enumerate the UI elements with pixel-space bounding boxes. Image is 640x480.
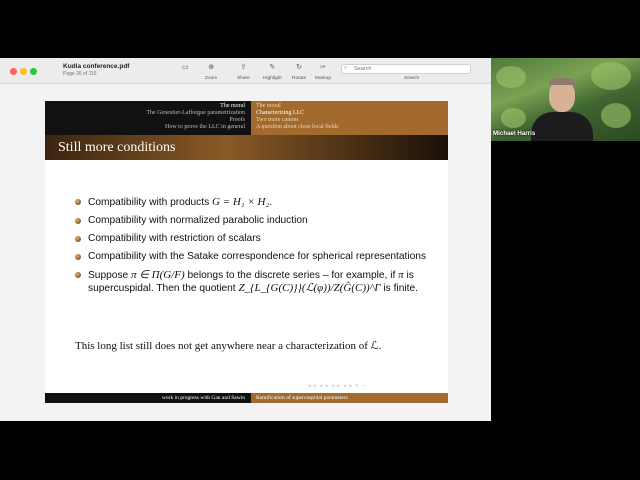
markup-button[interactable] bbox=[315, 63, 331, 81]
list-item-text: Compatibility with restriction of scalars bbox=[88, 233, 261, 244]
list-item-math: π ∈ Π(G/F) bbox=[131, 269, 185, 281]
zoom-button[interactable] bbox=[205, 63, 217, 81]
participant-name: Michael Harris bbox=[493, 130, 536, 137]
search-label: Search bbox=[404, 76, 420, 81]
list-item-text: belongs to the discrete series – for example, if bbox=[184, 270, 399, 281]
foliage-shape bbox=[496, 66, 526, 88]
sidebar-toggle-button[interactable] bbox=[182, 63, 189, 72]
bullet-list bbox=[75, 196, 435, 301]
rotate-label: Rotate bbox=[292, 76, 307, 81]
markup-label: Markup bbox=[315, 76, 331, 81]
footer-left: work in progress with Gan and Sawin bbox=[45, 393, 251, 403]
beamer-navigation-icons[interactable]: ◂ ▸ ◂ ▸ ◂ ▸ ◂ ▸ ≡ ∽ bbox=[308, 383, 367, 389]
participant-video-tile[interactable] bbox=[491, 58, 640, 141]
list-item-text: Suppose bbox=[88, 270, 132, 281]
highlight-button[interactable] bbox=[263, 63, 282, 81]
bullet-icon bbox=[75, 272, 81, 278]
slide-page bbox=[45, 101, 448, 403]
footer-right: Ramification of supercuspidal parameters bbox=[251, 393, 448, 403]
list-item-math: π bbox=[398, 269, 404, 281]
participant-hair bbox=[549, 78, 575, 85]
subsection-navigation-right bbox=[251, 101, 448, 135]
foliage-shape bbox=[601, 103, 631, 128]
list-item-text: Compatibility with products bbox=[88, 197, 212, 208]
list-item-math: G = H₁ × H₂ bbox=[212, 196, 270, 208]
nav-section-item[interactable]: The moral bbox=[220, 103, 245, 109]
foliage-shape bbox=[591, 62, 631, 90]
markup-icon: ✑ bbox=[320, 64, 326, 71]
bullet-icon bbox=[75, 236, 81, 242]
nav-subsection-item[interactable]: Characterizing LLC bbox=[256, 110, 305, 116]
zoom-icon: ⊕ bbox=[208, 64, 215, 71]
list-item-text: is supercuspidal. Then the quotient bbox=[88, 270, 414, 294]
nav-subsection-item[interactable]: Two more canons bbox=[256, 117, 299, 123]
list-item bbox=[75, 251, 435, 263]
close-window-button[interactable] bbox=[10, 68, 17, 75]
rotate-icon: ↻ bbox=[296, 64, 302, 71]
list-item bbox=[75, 196, 435, 209]
list-item-math: Z_{L_{G(C)}}(ℒ(φ))/Z(Ĝ(C))^Γ bbox=[238, 282, 381, 294]
bullet-icon bbox=[75, 199, 81, 205]
share-icon: ⇪ bbox=[240, 64, 247, 71]
participant-body bbox=[531, 112, 593, 141]
viewer-toolbar bbox=[0, 58, 491, 84]
list-item-text: Compatibility with normalized parabolic induction bbox=[88, 215, 308, 226]
slide-title: Still more conditions bbox=[45, 135, 448, 160]
nav-subsection-item[interactable]: A question about close local fields bbox=[256, 124, 339, 130]
zoom-label: Zoom bbox=[205, 76, 218, 81]
highlight-icon: ✎ bbox=[269, 64, 276, 71]
rotate-button[interactable] bbox=[292, 63, 306, 81]
highlight-label: Highlight bbox=[263, 76, 282, 81]
foliage-shape bbox=[501, 108, 526, 128]
nav-section-item[interactable]: Proofs bbox=[229, 117, 245, 123]
nav-section-item[interactable]: The Genestier-Lafforgue parametrization bbox=[146, 110, 245, 116]
search-input[interactable] bbox=[341, 64, 471, 74]
list-item-text: is finite. bbox=[380, 283, 418, 294]
page-indicator: Page 26 of 116 bbox=[63, 71, 97, 77]
minimize-window-button[interactable] bbox=[20, 68, 27, 75]
zoom-window-button[interactable] bbox=[30, 68, 37, 75]
section-navigation-left bbox=[45, 101, 251, 135]
bullet-icon bbox=[75, 254, 81, 260]
nav-subsection-item[interactable]: The moral bbox=[256, 103, 281, 109]
document-title: Kudla conference.pdf bbox=[63, 63, 130, 70]
list-item bbox=[75, 215, 435, 227]
conclusion-text: This long list still does not get anywhere near a characterization of ℒ. bbox=[75, 340, 382, 352]
share-label: Share bbox=[237, 76, 250, 81]
sidebar-icon: ▭ bbox=[182, 64, 189, 71]
nav-section-item[interactable]: How to prove the LLC in general bbox=[165, 124, 245, 130]
list-item-text: Compatibility with the Satake correspondence for spherical representations bbox=[88, 251, 427, 262]
search-icon: ⌕ bbox=[344, 65, 348, 71]
share-button[interactable] bbox=[237, 63, 250, 81]
list-item bbox=[75, 233, 435, 245]
bullet-icon bbox=[75, 218, 81, 224]
list-item bbox=[75, 269, 435, 295]
list-item-tail: . bbox=[269, 197, 273, 208]
